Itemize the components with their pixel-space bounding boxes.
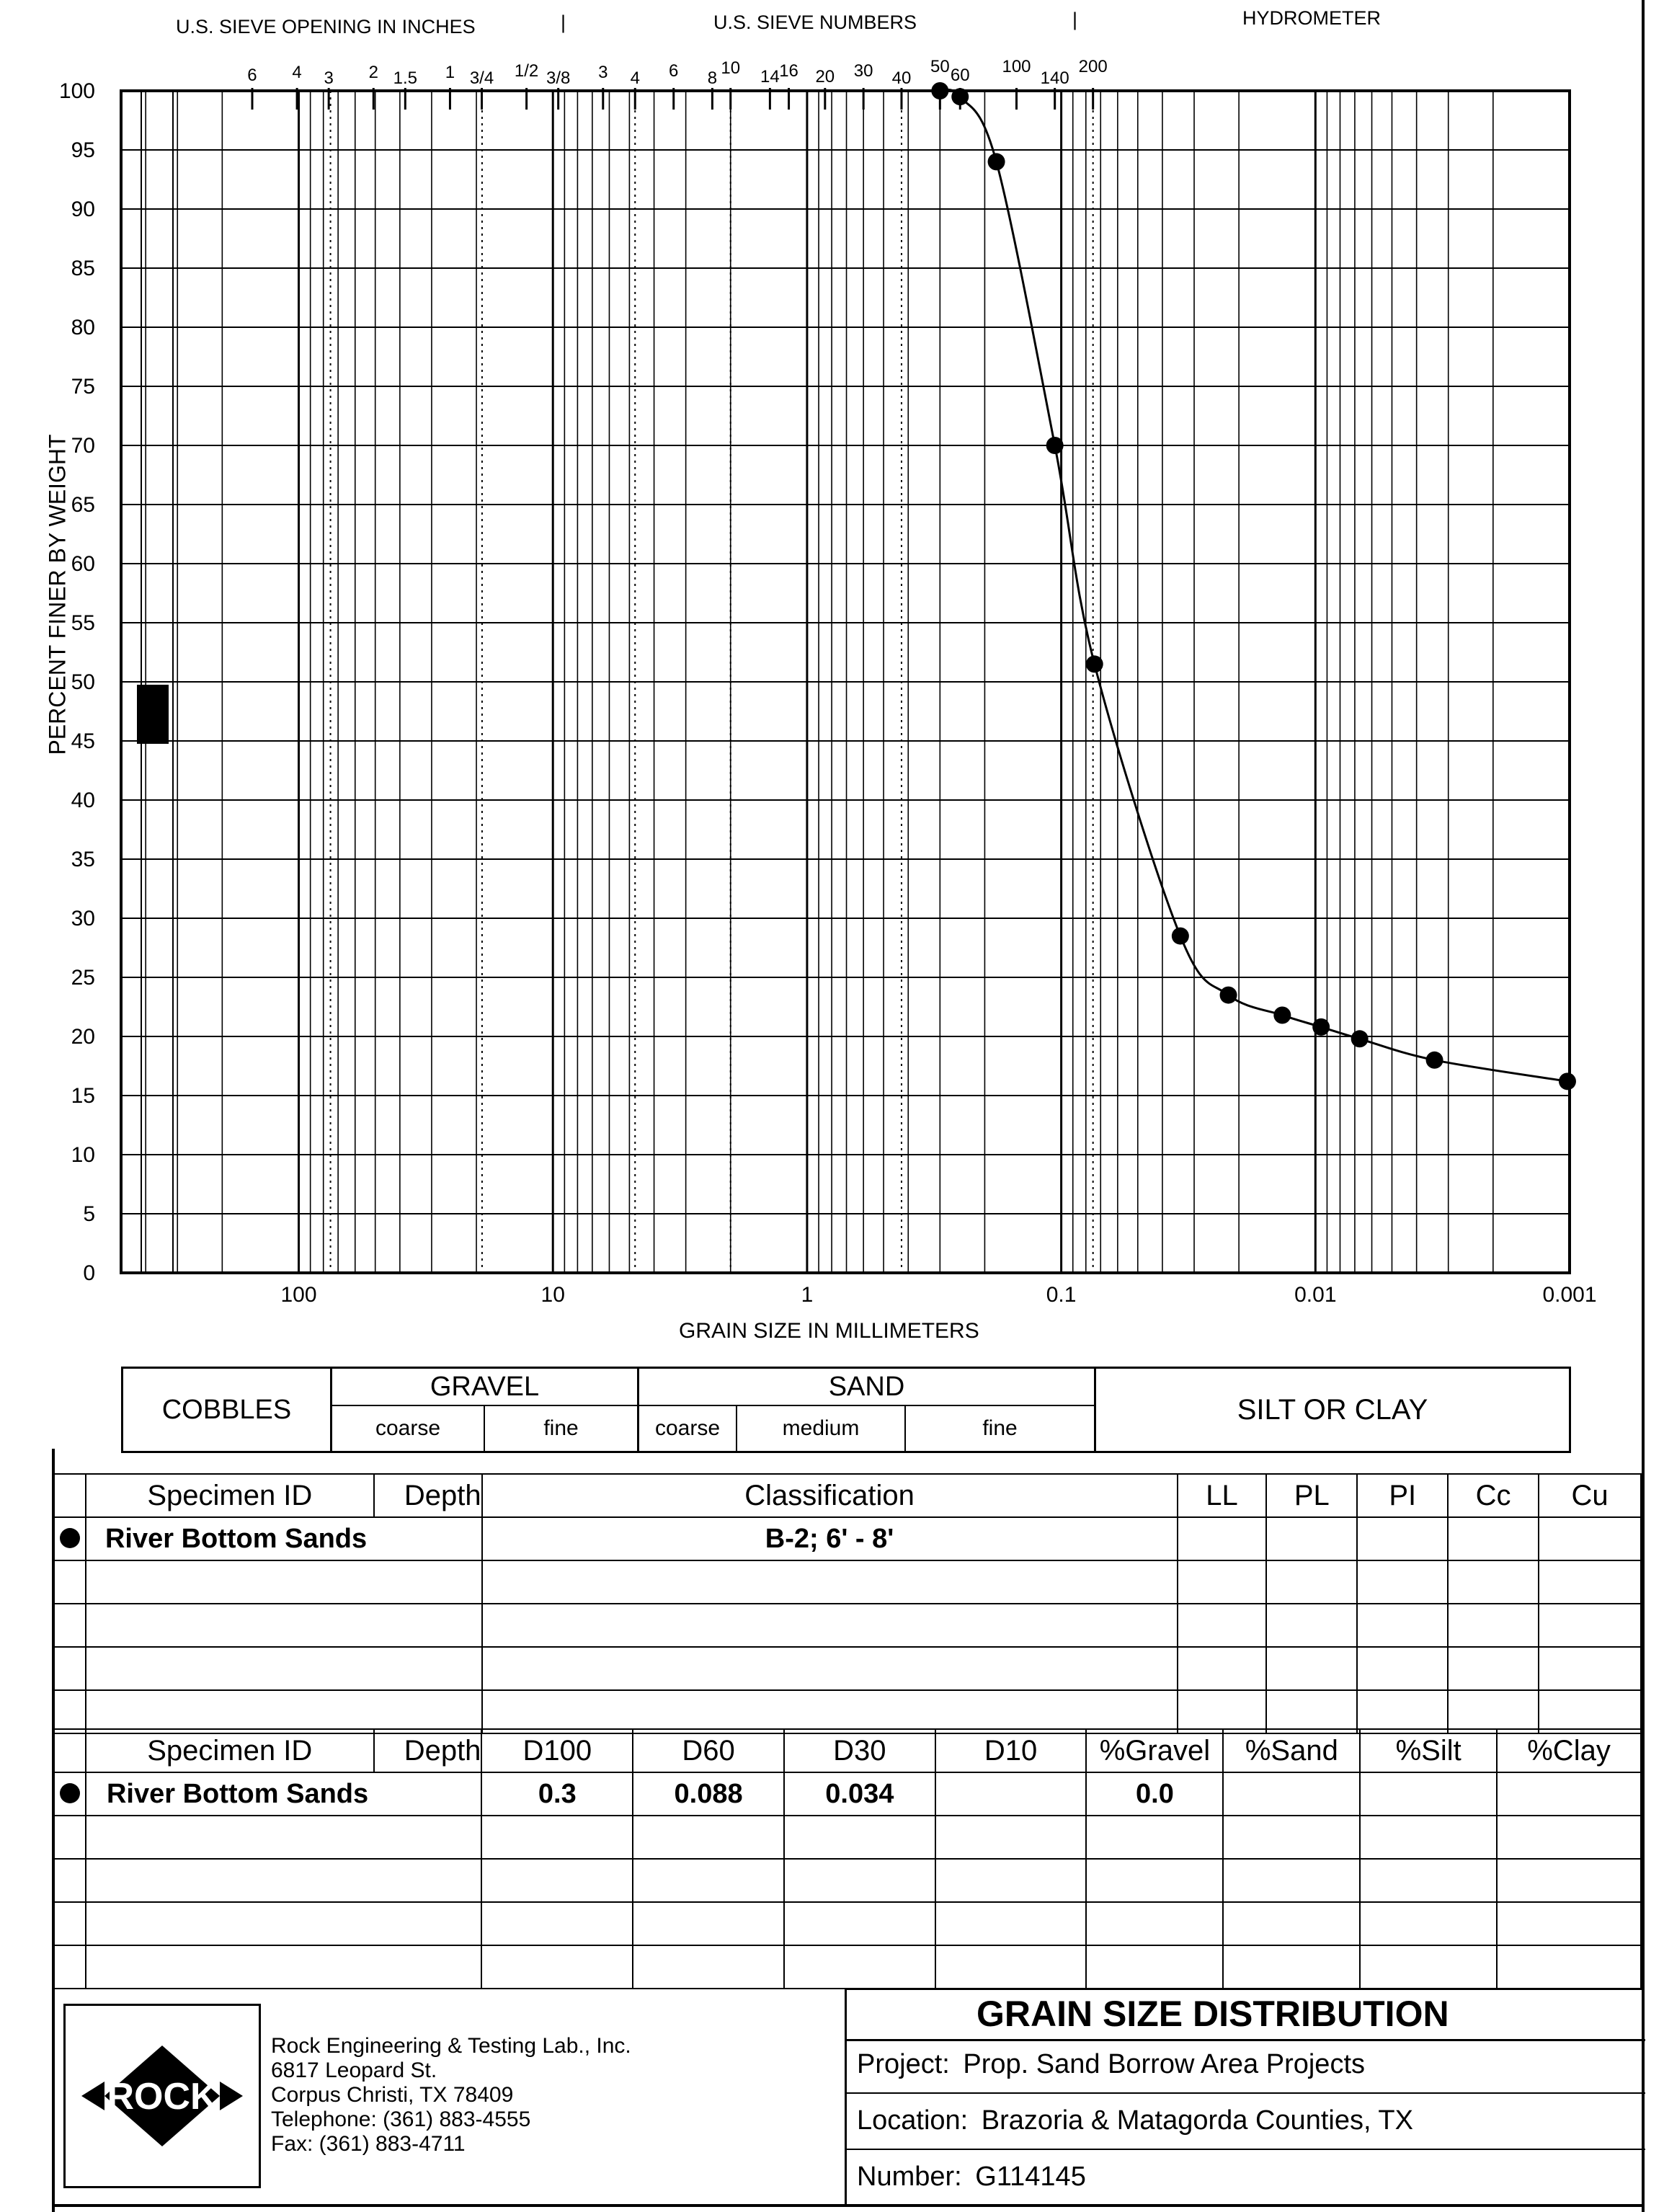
sieve-label: 14 <box>760 67 780 86</box>
row-bullet <box>54 1517 86 1560</box>
table-row-empty <box>54 1859 1641 1902</box>
sieve-label: 50 <box>930 57 950 76</box>
table-row <box>54 1772 1641 1816</box>
y-tick-label: 60 <box>71 552 95 576</box>
specimen-id-cell: River Bottom Sands <box>86 1772 481 1816</box>
sieve-label: 4 <box>292 63 302 82</box>
table2-bullet-header <box>54 1729 86 1772</box>
table-row-empty <box>54 1560 1641 1604</box>
number-line <box>857 2162 1086 2193</box>
sand-coarse-label: coarse <box>654 1416 721 1440</box>
sand-cell <box>639 1369 1096 1406</box>
page-border-bottom <box>52 2204 1645 2207</box>
logo-text: ROCK <box>107 2076 218 2118</box>
report-info-box <box>845 1988 1643 2204</box>
x-tick-label: 100 <box>280 1283 317 1307</box>
sieve-label: 20 <box>815 67 835 86</box>
project-divider <box>847 2092 1645 2094</box>
pl-cell <box>1266 1517 1357 1560</box>
table1-pi-header: PI <box>1357 1474 1448 1517</box>
table2-d10-header: D10 <box>935 1729 1087 1772</box>
project-value: Prop. Sand Borrow Area Projects <box>963 2049 1365 2079</box>
table2-depth-header: Depth <box>374 1729 482 1772</box>
data-point <box>951 88 969 105</box>
chart-axes <box>59 79 1597 1307</box>
table1-ll-header: LL <box>1178 1474 1267 1517</box>
table2-sand-header: %Sand <box>1223 1729 1360 1772</box>
y-tick-label: 30 <box>71 907 95 930</box>
d100-cell: 0.3 <box>481 1772 633 1816</box>
sieve-label: 1/2 <box>514 61 539 81</box>
y-tick-label: 40 <box>71 789 95 812</box>
table2-d100-header: D100 <box>481 1729 633 1772</box>
sieve-label: 3 <box>324 68 334 88</box>
data-point <box>1046 437 1064 454</box>
gravel-pct-cell: 0.0 <box>1086 1772 1223 1816</box>
x-tick-label: 0.1 <box>1046 1283 1077 1307</box>
x-tick-label: 0.001 <box>1542 1283 1597 1307</box>
company-telephone: Telephone: (361) 883-4555 <box>271 2107 531 2131</box>
sieve-label: 2 <box>368 63 378 82</box>
y-tick-label: 100 <box>58 79 95 103</box>
y-tick-label: 70 <box>71 434 95 458</box>
company-fax: Fax: (361) 883-4711 <box>271 2132 466 2156</box>
y-tick-label: 75 <box>71 375 95 399</box>
sieve-label: 16 <box>779 61 798 81</box>
sieve-markers <box>247 57 1107 110</box>
location-line <box>857 2105 1413 2136</box>
sieve-label: 6 <box>669 61 679 81</box>
data-point <box>1273 1006 1291 1023</box>
d60-cell: 0.088 <box>633 1772 784 1816</box>
table-row-empty <box>54 1690 1641 1733</box>
table2-d60-header: D60 <box>633 1729 784 1772</box>
hydrometer-header: HYDROMETER <box>1242 7 1382 29</box>
y-tick-label: 45 <box>71 729 95 753</box>
gradation-table <box>53 1728 1642 1989</box>
number-value: G114145 <box>975 2162 1086 2192</box>
y-tick-label: 0 <box>83 1261 95 1285</box>
project-line <box>857 2049 1365 2080</box>
data-point <box>1426 1052 1443 1069</box>
y-tick-label: 55 <box>71 611 95 635</box>
gravel-label: GRAVEL <box>430 1371 540 1402</box>
sieve-label: 8 <box>707 68 718 88</box>
table-row-empty <box>54 1647 1641 1690</box>
y-tick-label: 95 <box>71 138 95 162</box>
sieve-label: 1 <box>445 63 455 82</box>
x-tick-label: 0.01 <box>1294 1283 1337 1307</box>
y-tick-label: 25 <box>71 966 95 990</box>
gravel-coarse-cell <box>332 1406 485 1451</box>
table-row-empty <box>54 1945 1641 1989</box>
sieve-label: 40 <box>891 68 912 88</box>
y-tick-label: 20 <box>71 1025 95 1049</box>
gradation-curve <box>940 89 1567 1081</box>
table2-d30-header: D30 <box>784 1729 935 1772</box>
title-divider <box>847 2039 1645 2041</box>
y-tick-label: 5 <box>83 1202 95 1226</box>
y-tick-label: 15 <box>71 1084 95 1108</box>
header-divider-2: | <box>1072 9 1078 30</box>
specimen-id-cell: River Bottom Sands <box>86 1517 482 1560</box>
cobbles-cell <box>123 1369 332 1451</box>
rock-logo <box>66 2006 259 2186</box>
sand-medium-label: medium <box>782 1416 860 1440</box>
table1-pl-header: PL <box>1266 1474 1357 1517</box>
project-label: Project: <box>857 2049 950 2079</box>
table1-specimen-header: Specimen ID <box>86 1474 374 1517</box>
table2-silt-header: %Silt <box>1360 1729 1497 1772</box>
gravel-fine-label: fine <box>543 1416 579 1440</box>
sieve-opening-header: U.S. SIEVE OPENING IN INCHES <box>176 16 476 37</box>
data-point <box>1312 1018 1330 1036</box>
data-point <box>1086 655 1103 672</box>
ll-cell <box>1178 1517 1267 1560</box>
y-tick-label: 90 <box>71 197 95 221</box>
data-point <box>988 153 1005 170</box>
header-divider-1: | <box>561 12 566 33</box>
gravel-cell <box>332 1369 639 1406</box>
x-tick-label: 10 <box>540 1283 565 1307</box>
legend-swatch <box>137 685 169 744</box>
y-tick-label: 50 <box>71 670 95 694</box>
table2-specimen-header: Specimen ID <box>86 1729 374 1772</box>
sieve-label: 3/8 <box>546 68 571 88</box>
pi-cell <box>1357 1517 1448 1560</box>
sieve-label: 10 <box>721 58 741 78</box>
company-address-2: Corpus Christi, TX 78409 <box>271 2083 514 2107</box>
row-bullet <box>54 1772 86 1816</box>
cobbles-label: COBBLES <box>161 1394 292 1425</box>
sieve-label: 6 <box>247 66 257 85</box>
data-point <box>1559 1072 1576 1090</box>
logo-box <box>63 2004 261 2188</box>
table-row-empty <box>54 1902 1641 1945</box>
bullet-icon <box>60 1528 80 1548</box>
gradation-line <box>940 89 1567 1081</box>
location-value: Brazoria & Matagorda Counties, TX <box>981 2105 1413 2136</box>
gravel-fine-cell <box>485 1406 639 1451</box>
d30-cell: 0.034 <box>784 1772 935 1816</box>
sand-label: SAND <box>828 1371 905 1402</box>
cu-cell <box>1539 1517 1641 1560</box>
data-points <box>931 82 1576 1090</box>
x-tick-label: 1 <box>801 1283 814 1307</box>
number-label: Number: <box>857 2162 962 2192</box>
sieve-label: 200 <box>1078 57 1108 76</box>
location-label: Location: <box>857 2105 969 2136</box>
chart-grid <box>121 91 1570 1273</box>
y-axis-label: PERCENT FINER BY WEIGHT <box>44 434 71 755</box>
table1-cc-header: Cc <box>1448 1474 1539 1517</box>
cc-cell <box>1448 1517 1539 1560</box>
clay-pct-cell <box>1497 1772 1641 1816</box>
y-tick-label: 80 <box>71 316 95 339</box>
table2-header-row <box>54 1729 1641 1772</box>
sieve-label: 60 <box>950 66 970 85</box>
company-address-1: 6817 Leopard St. <box>271 2058 437 2082</box>
y-tick-label: 10 <box>71 1143 95 1167</box>
sand-medium-cell <box>737 1406 906 1451</box>
sand-fine-cell <box>906 1406 1096 1451</box>
sieve-label: 3/4 <box>469 68 494 88</box>
silt-pct-cell <box>1360 1772 1497 1816</box>
y-tick-label: 65 <box>71 493 95 517</box>
report-title: GRAIN SIZE DISTRIBUTION <box>976 1994 1449 2034</box>
y-tick-label: 35 <box>71 848 95 871</box>
sand-pct-cell <box>1223 1772 1360 1816</box>
sand-coarse-cell <box>639 1406 737 1451</box>
sieve-label: 30 <box>853 61 873 81</box>
bullet-icon <box>60 1783 80 1803</box>
table1-depth-header: Depth <box>374 1474 482 1517</box>
sieve-label: 4 <box>630 68 640 88</box>
sieve-label: 140 <box>1040 68 1069 88</box>
x-axis-label: GRAIN SIZE IN MILLIMETERS <box>679 1319 979 1343</box>
data-point <box>931 82 948 99</box>
table1-classification-header: Classification <box>482 1474 1178 1517</box>
soil-classification-bar <box>121 1367 1571 1453</box>
location-divider <box>847 2149 1645 2150</box>
sieve-label: 100 <box>1002 57 1031 76</box>
table2-gravel-header: %Gravel <box>1086 1729 1223 1772</box>
table1-cu-header: Cu <box>1539 1474 1641 1517</box>
sieve-label: 1.5 <box>393 68 418 88</box>
silt-clay-label: SILT OR CLAY <box>1237 1393 1428 1426</box>
data-point <box>1172 928 1189 945</box>
sand-fine-label: fine <box>982 1416 1018 1440</box>
gravel-coarse-label: coarse <box>375 1416 441 1440</box>
sieve-label: 3 <box>598 63 608 82</box>
table-row-empty <box>54 1816 1641 1859</box>
data-point <box>1351 1030 1369 1047</box>
table1-header-row <box>54 1474 1641 1517</box>
table-row-empty <box>54 1604 1641 1647</box>
classification-cell: B-2; 6' - 8' <box>482 1517 1178 1560</box>
company-name: Rock Engineering & Testing Lab., Inc. <box>271 2034 631 2058</box>
table2-clay-header: %Clay <box>1497 1729 1641 1772</box>
company-block <box>271 2034 631 2157</box>
d10-cell <box>935 1772 1087 1816</box>
table-row <box>54 1517 1641 1560</box>
y-tick-label: 85 <box>71 257 95 280</box>
classification-table <box>53 1473 1642 1734</box>
sieve-numbers-header: U.S. SIEVE NUMBERS <box>713 12 917 33</box>
table1-bullet-header <box>54 1474 86 1517</box>
silt-clay-cell <box>1096 1369 1569 1451</box>
data-point <box>1220 987 1237 1004</box>
